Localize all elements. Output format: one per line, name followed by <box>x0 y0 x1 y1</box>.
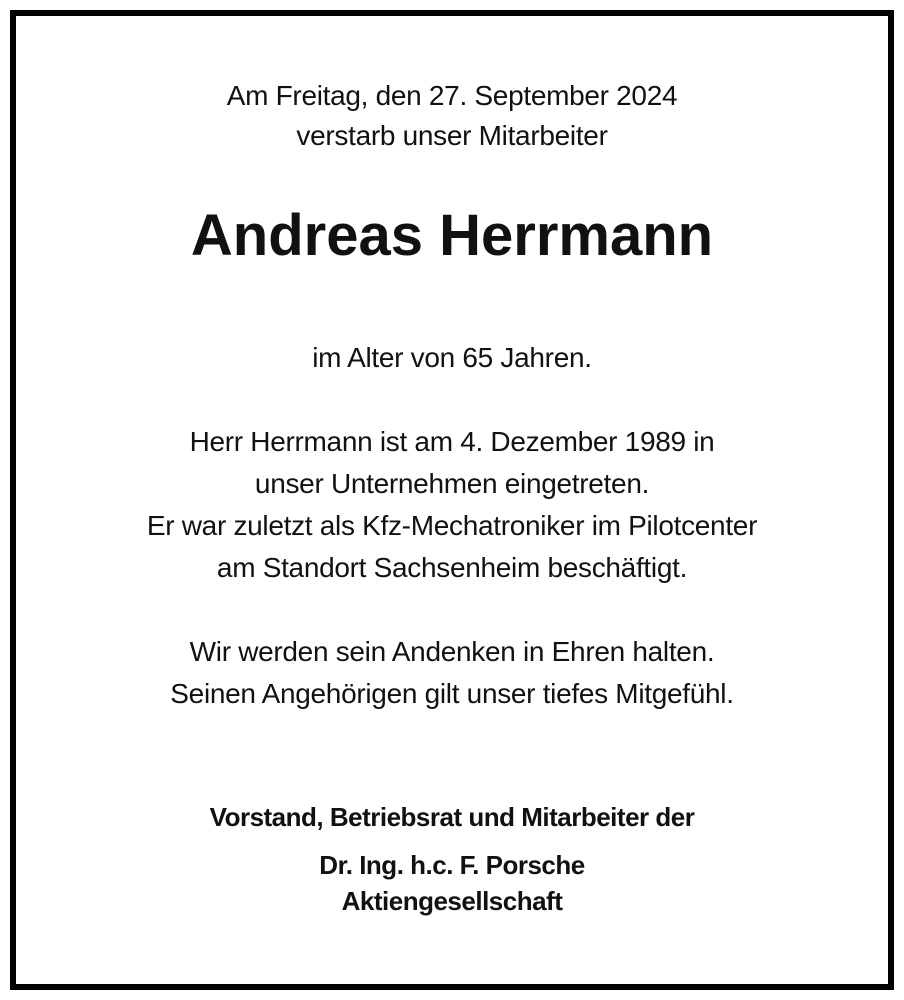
career-line-2: unser Unternehmen eingetreten. <box>254 468 650 499</box>
signature-line-1: Vorstand, Betriebsrat und Mitarbeiter der <box>209 802 695 832</box>
age-line: im Alter von 65 Jahren. <box>312 342 592 373</box>
career-line-3: Er war zuletzt als Kfz-Mechatroniker im Pilotcenter <box>146 510 758 541</box>
signature-company-line-1: Dr. Ing. h.c. F. Porsche <box>319 850 585 880</box>
career-line-4: am Standort Sachsenheim beschäftigt. <box>216 552 688 583</box>
condolence-line-2: Seinen Angehörigen gilt unser tiefes Mitgefühl. <box>170 678 734 709</box>
deceased-name: Andreas Herrmann <box>190 203 714 268</box>
intro-date-line: Am Freitag, den 27. September 2024 <box>226 80 678 111</box>
career-line-1: Herr Herrmann ist am 4. Dezember 1989 in <box>189 426 715 457</box>
signature-company-line-2: Aktiengesellschaft <box>341 886 563 916</box>
obituary-notice <box>10 10 894 990</box>
condolence-line-1: Wir werden sein Andenken in Ehren halten. <box>189 636 715 667</box>
intro-deceased-line: verstarb unser Mitarbeiter <box>296 120 608 151</box>
